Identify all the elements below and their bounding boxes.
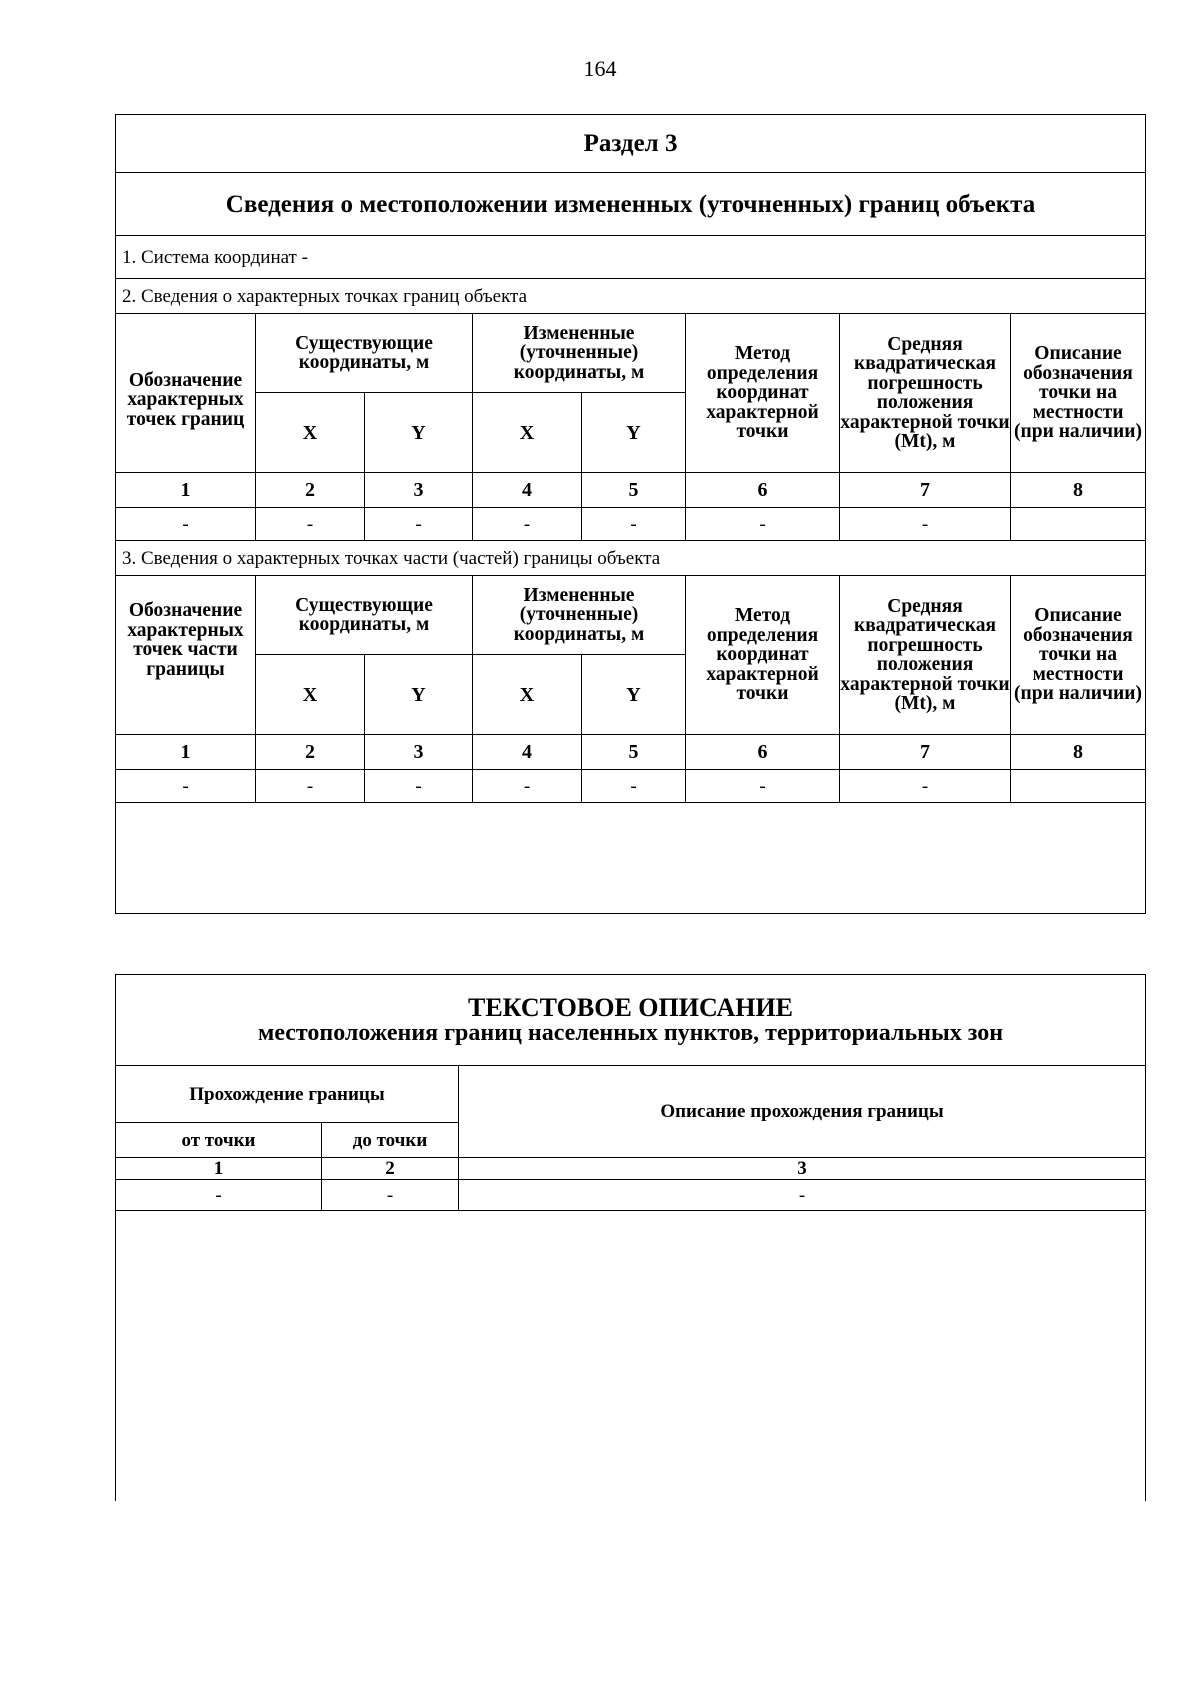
col-existing-header: Существующие координаты, м bbox=[256, 314, 473, 393]
col-method-header: Метод определения координат характерной точки bbox=[686, 314, 840, 473]
y-header: Y bbox=[365, 393, 473, 473]
x-header: X bbox=[473, 393, 582, 473]
x-header: X bbox=[256, 655, 365, 735]
column-number: 6 bbox=[686, 473, 840, 508]
text-description-subtitle: местоположения границ населенных пунктов, территориальных зон bbox=[257, 1020, 1004, 1046]
text-description-title-cell bbox=[116, 975, 1146, 1066]
table-cell: - bbox=[116, 508, 256, 541]
column-number: 1 bbox=[116, 1158, 322, 1180]
col-designation-header: Обозначение характерных точек границ bbox=[116, 314, 256, 473]
column-number: 5 bbox=[582, 735, 686, 770]
section-3-table bbox=[115, 114, 1146, 914]
column-number: 3 bbox=[365, 473, 473, 508]
text-description-table bbox=[115, 974, 1146, 1501]
column-number: 2 bbox=[256, 473, 365, 508]
table-cell: - bbox=[322, 1180, 459, 1211]
column-number: 1 bbox=[116, 473, 256, 508]
boundary-points-heading: 2. Сведения о характерных точках границ объекта bbox=[116, 279, 1146, 314]
column-number: 1 bbox=[116, 735, 256, 770]
col-error-header: Средняя квадратическая погрешность положения характерной точки (Mt), м bbox=[840, 576, 1011, 735]
col-designation-part-header: Обозначение характерных точек части границы bbox=[116, 576, 256, 735]
col-method-header: Метод определения координат характерной точки bbox=[686, 576, 840, 735]
col-existing-header: Существующие координаты, м bbox=[256, 576, 473, 655]
col-from-header: от точки bbox=[116, 1123, 322, 1158]
column-number: 8 bbox=[1011, 735, 1146, 770]
empty-area bbox=[116, 1211, 1146, 1502]
table-cell: - bbox=[686, 508, 840, 541]
col-changed-header: Измененные (уточненные) координаты, м bbox=[473, 314, 686, 393]
table-cell: - bbox=[365, 770, 473, 803]
col-to-header: до точки bbox=[322, 1123, 459, 1158]
col-description-header: Описание обозначения точки на местности (при наличии) bbox=[1011, 314, 1146, 473]
table-cell: - bbox=[840, 508, 1011, 541]
empty-area bbox=[116, 803, 1146, 914]
column-number: 3 bbox=[459, 1158, 1146, 1180]
table-cell: - bbox=[582, 770, 686, 803]
table-cell: - bbox=[256, 508, 365, 541]
table-cell: - bbox=[582, 508, 686, 541]
y-header: Y bbox=[582, 655, 686, 735]
col-error-header: Средняя квадратическая погрешность положения характерной точки (Mt), м bbox=[840, 314, 1011, 473]
column-number: 5 bbox=[582, 473, 686, 508]
table-cell bbox=[1011, 770, 1146, 803]
column-number: 4 bbox=[473, 473, 582, 508]
col-passage-header: Прохождение границы bbox=[116, 1066, 459, 1123]
section-subtitle: Сведения о местоположении измененных (уточненных) границ объекта bbox=[116, 173, 1146, 236]
x-header: X bbox=[256, 393, 365, 473]
y-header: Y bbox=[365, 655, 473, 735]
column-number: 8 bbox=[1011, 473, 1146, 508]
column-number: 2 bbox=[256, 735, 365, 770]
col-description-header: Описание обозначения точки на местности (при наличии) bbox=[1011, 576, 1146, 735]
table-cell: - bbox=[686, 770, 840, 803]
table-cell: - bbox=[116, 770, 256, 803]
column-number: 7 bbox=[840, 473, 1011, 508]
table-cell: - bbox=[365, 508, 473, 541]
table-cell: - bbox=[840, 770, 1011, 803]
column-number: 3 bbox=[365, 735, 473, 770]
text-description-title: ТЕКСТОВОЕ ОПИСАНИЕ bbox=[468, 993, 794, 1022]
part-boundary-points-heading: 3. Сведения о характерных точках части (частей) границы объекта bbox=[116, 541, 1146, 576]
y-header: Y bbox=[582, 393, 686, 473]
table-cell: - bbox=[473, 508, 582, 541]
col-passage-description-header: Описание прохождения границы bbox=[459, 1066, 1146, 1158]
column-number: 7 bbox=[840, 735, 1011, 770]
table-cell: - bbox=[256, 770, 365, 803]
table-cell: - bbox=[116, 1180, 322, 1211]
table-cell: - bbox=[459, 1180, 1146, 1211]
page-number: 164 bbox=[583, 56, 617, 81]
table-cell: - bbox=[473, 770, 582, 803]
table-cell bbox=[1011, 508, 1146, 541]
x-header: X bbox=[473, 655, 582, 735]
col-changed-header: Измененные (уточненные) координаты, м bbox=[473, 576, 686, 655]
column-number: 2 bbox=[322, 1158, 459, 1180]
column-number: 6 bbox=[686, 735, 840, 770]
column-number: 4 bbox=[473, 735, 582, 770]
coordinate-system-line: 1. Система координат - bbox=[116, 236, 1146, 279]
section-title: Раздел 3 bbox=[116, 115, 1146, 173]
